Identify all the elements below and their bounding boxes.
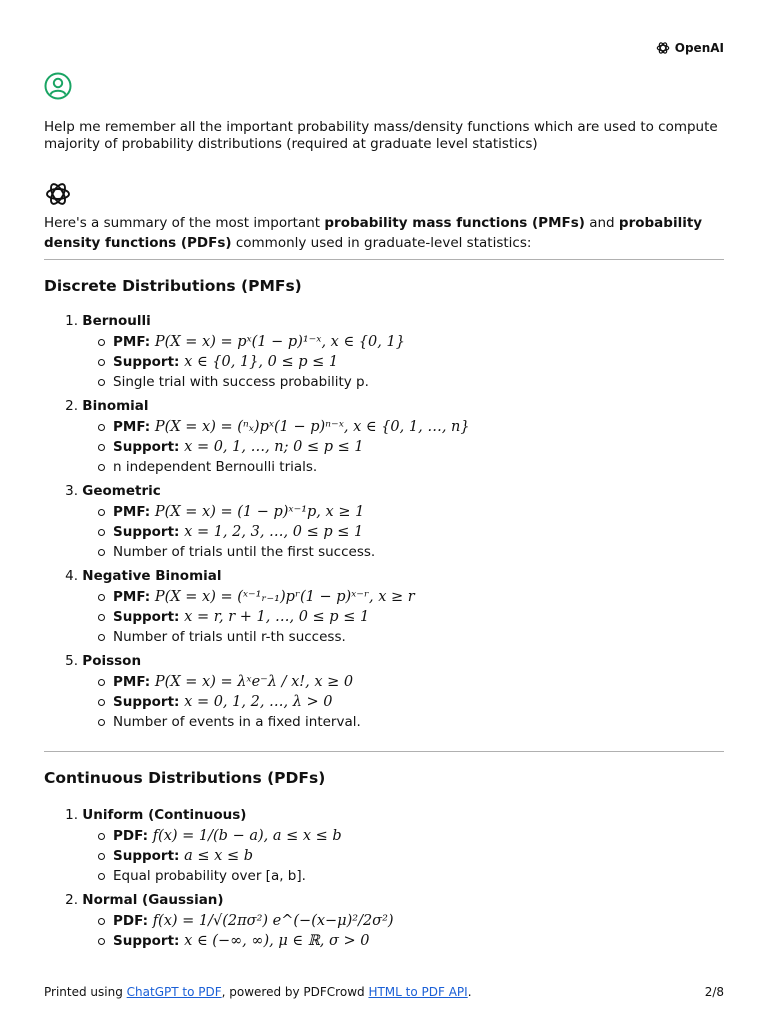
discrete-heading: Discrete Distributions (PMFs) (44, 277, 302, 295)
formula-bullet (44, 587, 724, 607)
support-label: Support: (113, 933, 185, 949)
support-bullet (44, 352, 724, 372)
note-bullet (44, 542, 724, 562)
formula-bullet (44, 672, 724, 692)
support-formula: x = 0, 1, …, n; 0 ≤ p ≤ 1 (184, 439, 364, 455)
distribution-name: Poisson (82, 653, 142, 669)
user-avatar-icon (44, 72, 72, 100)
support-formula: x = 1, 2, 3, …, 0 ≤ p ≤ 1 (184, 524, 364, 540)
item-heading (44, 395, 724, 417)
intro-text: Here's a summary of the most important (44, 215, 325, 231)
support-bullet (44, 437, 724, 457)
formula-label: PMF: (113, 589, 155, 605)
item-bullets (44, 672, 724, 732)
distribution-name: Bernoulli (82, 313, 151, 329)
continuous-item (44, 889, 724, 951)
item-number: 3. (65, 483, 78, 499)
distribution-name: Negative Binomial (82, 568, 222, 584)
formula-label: PMF: (113, 504, 155, 520)
note-text: n independent Bernoulli trials. (113, 459, 318, 475)
note-bullet (44, 712, 724, 732)
chatgpt-icon (44, 180, 72, 208)
footer-text: Printed using (44, 985, 127, 999)
continuous-heading: Continuous Distributions (PDFs) (44, 769, 326, 787)
support-formula: a ≤ x ≤ b (184, 848, 253, 864)
support-label: Support: (113, 524, 185, 540)
page-number: 2/8 (704, 985, 724, 999)
formula-bullet (44, 332, 724, 352)
item-bullets (44, 502, 724, 562)
discrete-item (44, 480, 724, 562)
support-label: Support: (113, 439, 185, 455)
intro-bold-pmf: probability mass functions (PMFs) (324, 215, 585, 231)
item-bullets (44, 332, 724, 392)
distribution-name: Normal (Gaussian) (82, 892, 224, 908)
intro-bold-pdf: probability density functions (PDFs) (44, 215, 703, 251)
formula: P(X = x) = λˣe⁻λ / x!, x ≥ 0 (154, 674, 354, 690)
formula: f(x) = 1/(b − a), a ≤ x ≤ b (152, 828, 342, 844)
footer-text: , powered by PDFCrowd (221, 985, 369, 999)
item-number: 1. (65, 313, 78, 329)
formula: P(X = x) = (1 − p)ˣ⁻¹p, x ≥ 1 (154, 504, 365, 520)
item-heading (44, 310, 724, 332)
support-formula: x = 0, 1, 2, …, λ > 0 (184, 694, 333, 710)
support-bullet (44, 846, 724, 866)
chatgpt-to-pdf-link[interactable]: ChatGPT to PDF (126, 985, 222, 999)
intro-text: commonly used in graduate-level statistics: (231, 235, 532, 251)
footer (44, 985, 724, 999)
continuous-item (44, 804, 724, 886)
discrete-item (44, 395, 724, 477)
formula-label: PDF: (113, 913, 153, 929)
note-bullet (44, 372, 724, 392)
note-text: Number of events in a fixed interval. (113, 714, 361, 730)
support-label: Support: (113, 609, 185, 625)
footer-credit (44, 985, 472, 999)
note-bullet (44, 457, 724, 477)
support-bullet (44, 692, 724, 712)
formula-label: PMF: (113, 674, 155, 690)
discrete-list (44, 310, 724, 732)
note-text: Number of trials until the first success. (113, 544, 376, 560)
discrete-item (44, 565, 724, 647)
item-number: 1. (65, 807, 78, 823)
note-bullet (44, 627, 724, 647)
discrete-item (44, 650, 724, 732)
support-label: Support: (113, 694, 185, 710)
support-formula: x = r, r + 1, …, 0 ≤ p ≤ 1 (184, 609, 370, 625)
note-text: Single trial with success probability p. (113, 374, 369, 390)
item-heading (44, 650, 724, 672)
formula-label: PDF: (113, 828, 153, 844)
note-text: Number of trials until r-th success. (113, 629, 346, 645)
item-number: 5. (65, 653, 78, 669)
intro-text: and (584, 215, 619, 231)
continuous-list (44, 804, 724, 951)
note-text: Equal probability over [a, b]. (113, 868, 306, 884)
formula-label: PMF: (113, 334, 155, 350)
item-bullets (44, 826, 724, 886)
item-bullets (44, 587, 724, 647)
formula: P(X = x) = pˣ(1 − p)¹⁻ˣ, x ∈ {0, 1} (154, 334, 405, 350)
assistant-intro (44, 213, 724, 253)
item-number: 2. (65, 892, 78, 908)
support-label: Support: (113, 848, 185, 864)
brand-logo (655, 40, 724, 56)
openai-logo-icon (655, 40, 671, 56)
footer-text: . (467, 985, 472, 999)
support-bullet (44, 931, 724, 951)
item-heading (44, 480, 724, 502)
page (44, 0, 724, 1024)
formula: P(X = x) = (ˣ⁻¹ᵣ₋₁)pʳ(1 − p)ˣ⁻ʳ, x ≥ r (154, 589, 415, 605)
item-heading (44, 889, 724, 911)
formula-bullet (44, 417, 724, 437)
divider (44, 259, 724, 260)
formula-bullet (44, 502, 724, 522)
support-bullet (44, 522, 724, 542)
item-heading (44, 565, 724, 587)
formula-bullet (44, 911, 724, 931)
distribution-name: Binomial (82, 398, 149, 414)
item-number: 4. (65, 568, 78, 584)
formula: P(X = x) = (ⁿₓ)pˣ(1 − p)ⁿ⁻ˣ, x ∈ {0, 1, …, n} (154, 419, 470, 435)
user-message: Help me remember all the important probability mass/density functions which are used to compute majority of probability distributions (required at graduate level statistics) (44, 119, 718, 152)
item-heading (44, 804, 724, 826)
note-bullet (44, 866, 724, 886)
distribution-name: Uniform (Continuous) (82, 807, 247, 823)
divider (44, 751, 724, 752)
formula: f(x) = 1/√(2πσ²) e^(−(x−μ)²/2σ²) (152, 913, 394, 929)
formula-bullet (44, 826, 724, 846)
support-formula: x ∈ (−∞, ∞), μ ∈ ℝ, σ > 0 (184, 933, 370, 949)
support-formula: x ∈ {0, 1}, 0 ≤ p ≤ 1 (184, 354, 339, 370)
discrete-item (44, 310, 724, 392)
support-label: Support: (113, 354, 185, 370)
formula-label: PMF: (113, 419, 155, 435)
item-number: 2. (65, 398, 78, 414)
support-bullet (44, 607, 724, 627)
html-to-pdf-api-link[interactable]: HTML to PDF API (368, 985, 468, 999)
item-bullets (44, 911, 724, 951)
brand-name: OpenAI (674, 41, 724, 55)
item-bullets (44, 417, 724, 477)
distribution-name: Geometric (82, 483, 161, 499)
